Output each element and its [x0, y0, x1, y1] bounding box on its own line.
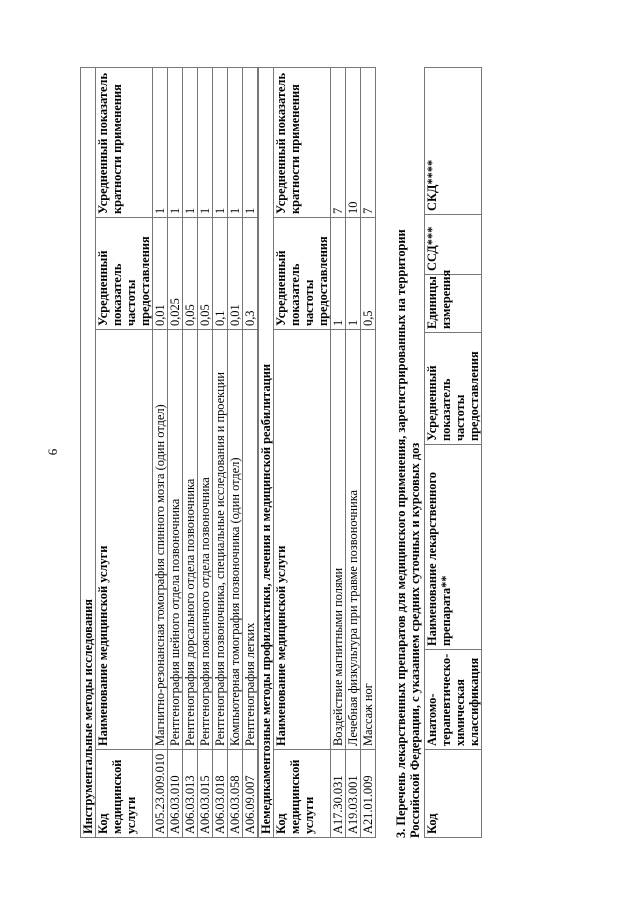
service-code: A06.09.007 — [243, 750, 258, 838]
header-name: Наименование медицинской услуги — [96, 330, 153, 750]
service-code: A06.03.010 — [168, 750, 183, 838]
table-row — [346, 67, 361, 837]
drugs-heading-line1: 3. Перечень лекарственных препаратов для медицинского применения, зарегистрированных на территории — [394, 229, 408, 838]
frequency-value: 0,01 — [153, 218, 168, 330]
service-name: Рентгенография позвоночника, специальные исследования и проекции — [213, 330, 228, 750]
service-name: Компьютерная томография позвоночника (один отдел) — [228, 330, 243, 750]
table-row — [198, 68, 213, 838]
frequency-value: 0,5 — [361, 218, 376, 330]
multiplicity-value: 1 — [243, 68, 258, 218]
frequency-value: 0,3 — [243, 218, 258, 330]
instrumental-table — [80, 67, 258, 838]
drugs-header-row — [425, 68, 482, 838]
service-name: Воздействие магнитными полями — [331, 330, 346, 750]
service-name: Рентгенография легких — [243, 330, 258, 750]
service-name: Рентгенография дорсального отдела позвоночника — [183, 330, 198, 750]
service-code: A06.03.058 — [228, 750, 243, 838]
multiplicity-value: 7 — [331, 67, 346, 217]
instrumental-rows — [153, 68, 258, 838]
service-code: A06.03.013 — [183, 750, 198, 838]
nonmedicinal-section-title: Немедикаментозные методы профилактики, лечения и медицинской реабилитации — [259, 67, 274, 837]
table-row — [153, 68, 168, 838]
header-name: Наименование медицинской услуги — [274, 330, 331, 750]
header-code: Код медицинской услуги — [274, 750, 331, 838]
multiplicity-value: 7 — [361, 67, 376, 217]
header-code: Код медицинской услуги — [96, 750, 153, 838]
frequency-value: 1 — [331, 218, 346, 330]
service-code: A06.03.015 — [198, 750, 213, 838]
nonmedicinal-table — [258, 67, 376, 838]
service-code: A05.23.009.010 — [153, 750, 168, 838]
table-row — [361, 67, 376, 837]
header-multiplicity: Усредненный показатель кратности применения — [274, 67, 331, 217]
nonmedicinal-rows — [331, 67, 376, 837]
table-row — [243, 68, 258, 838]
frequency-value: 0,1 — [213, 218, 228, 330]
multiplicity-value: 1 — [183, 68, 198, 218]
table-row — [213, 68, 228, 838]
multiplicity-value: 1 — [168, 68, 183, 218]
frequency-value: 0,01 — [228, 218, 243, 330]
service-name: Лечебная физкультура при травме позвоночника — [346, 330, 361, 750]
service-name: Магнитно-резонансная томография спинного мозга (один отдел) — [153, 330, 168, 750]
service-name: Рентгенография поясничного отдела позвоночника — [198, 330, 213, 750]
frequency-value: 0,05 — [198, 218, 213, 330]
service-name: Массаж ног — [361, 330, 376, 750]
header-frequency: Усредненный показатель частоты предоставления — [96, 218, 153, 330]
multiplicity-value: 1 — [198, 68, 213, 218]
frequency-value: 0,05 — [183, 218, 198, 330]
drugs-heading-line2: Российской Федерации, с указанием средних суточных и курсовых доз — [408, 442, 422, 838]
nonmedicinal-header-row — [274, 67, 331, 837]
multiplicity-value: 10 — [346, 67, 361, 217]
table-row — [331, 67, 346, 837]
multiplicity-value: 1 — [153, 68, 168, 218]
table-row — [183, 68, 198, 838]
header-units: Единицы измерения — [425, 275, 482, 333]
header-code: Код — [425, 750, 482, 838]
header-drug-name: Наименование лекарственного препарата** — [425, 445, 482, 650]
drugs-heading — [394, 68, 422, 838]
rotated-content — [80, 68, 540, 838]
drugs-table — [424, 67, 482, 838]
service-code: A06.03.018 — [213, 750, 228, 838]
service-code: A19.03.001 — [346, 750, 361, 838]
service-code: A21.01.009 — [361, 750, 376, 838]
header-atc: Анатомо-терапевтическо-химическая классификация — [425, 650, 482, 750]
page-number: 6 — [45, 448, 60, 456]
instrumental-header-row — [96, 68, 153, 838]
instrumental-section-title: Инструментальные методы исследования — [81, 68, 96, 838]
header-frequency: Усредненный показатель частоты предоставления — [274, 218, 331, 330]
header-ssd: ССД*** — [425, 215, 482, 275]
multiplicity-value: 1 — [213, 68, 228, 218]
frequency-value: 0,025 — [168, 218, 183, 330]
table-row — [228, 68, 243, 838]
header-frequency: Усредненный показатель частоты предоставления — [425, 333, 482, 445]
service-code: A17.30.031 — [331, 750, 346, 838]
header-multiplicity: Усредненный показатель кратности применения — [96, 68, 153, 218]
multiplicity-value: 1 — [228, 68, 243, 218]
header-skd: СКД**** — [425, 68, 482, 215]
table-row — [168, 68, 183, 838]
frequency-value: 1 — [346, 218, 361, 330]
service-name: Рентгенография шейного отдела позвоночника — [168, 330, 183, 750]
